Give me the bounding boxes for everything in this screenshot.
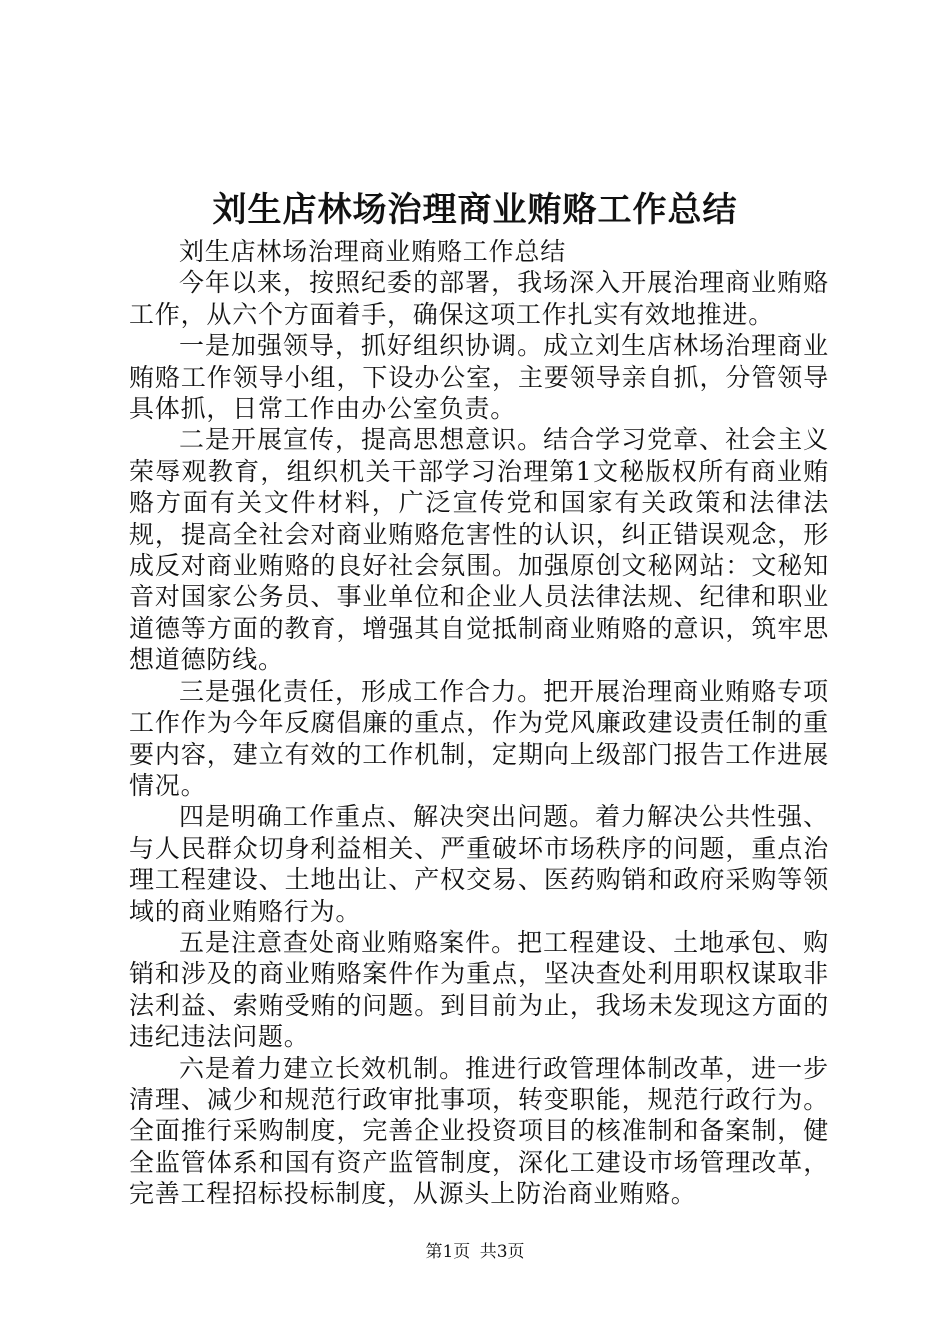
paragraph-point-1: 一是加强领导，抓好组织协调。成立刘生店林场治理商业贿赂工作领导小组，下设办公室，主要领导亲自抓，分管领导具体抓，日常工作由办公室负责。	[129, 331, 829, 424]
paragraph-subtitle: 刘生店林场治理商业贿赂工作总结	[179, 237, 567, 266]
page-number-total: 共3页	[479, 1242, 525, 1262]
paragraph-point-5: 五是注意查处商业贿赂案件。把工程建设、土地承包、购销和涉及的商业贿赂案件作为重点，坚决查处利用职权谋取非法利益、索贿受贿的问题。到目前为止，我场未发现这方面的违纪违法问题。	[129, 927, 829, 1052]
page-number-current: 第1页	[425, 1242, 471, 1262]
paragraph-point-3: 三是强化责任，形成工作合力。把开展治理商业贿赂专项工作作为今年反腐倡廉的重点，作为党风廉政建设责任制的重要内容，建立有效的工作机制，定期向上级部门报告工作进展情况。	[129, 676, 829, 800]
paragraph-point-6: 六是着力建立长效机制。推进行政管理体制改革，进一步清理、减少和规范行政审批事项，转变职能，规范行政行为。全面推行采购制度，完善企业投资项目的核准制和备案制，健全监管体系和国有资产监管制度，深化工建设市场管理改革，完善工程招标投标制度，从源头上防治商业贿赂。	[129, 1053, 829, 1209]
document-title: 刘生店林场治理商业贿赂工作总结	[212, 190, 738, 230]
paragraph-intro: 今年以来，按照纪委的部署，我场深入开展治理商业贿赂工作，从六个方面着手，确保这项工作扎实有效地推进。	[129, 268, 829, 329]
paragraph-point-4: 四是明确工作重点、解决突出问题。着力解决公共性强、与人民群众切身利益相关、严重破坏市场秩序的问题，重点治理工程建设、土地出让、产权交易、医药购销和政府采购等领域的商业贿赂行为。	[129, 802, 829, 926]
page-footer	[0, 1240, 950, 1264]
paragraph-point-2: 二是开展宣传，提高思想意识。结合学习党章、社会主义荣辱观教育，组织机关干部学习治理第1文秘版权所有商业贿赂方面有关文件材料，广泛宣传党和国家有关政策和法律法规，提高全社会对商业贿赂危害性的认识，纠正错误观念，形成反对商业贿赂的良好社会氛围。加强原创文秘网站：文秘知音对国家公务员、事业单位和企业人员法律法规、纪律和职业道德等方面的教育，增强其自觉抵制商业贿赂的意识，筑牢思想道德防线。	[129, 425, 829, 675]
document-body	[129, 236, 829, 1210]
